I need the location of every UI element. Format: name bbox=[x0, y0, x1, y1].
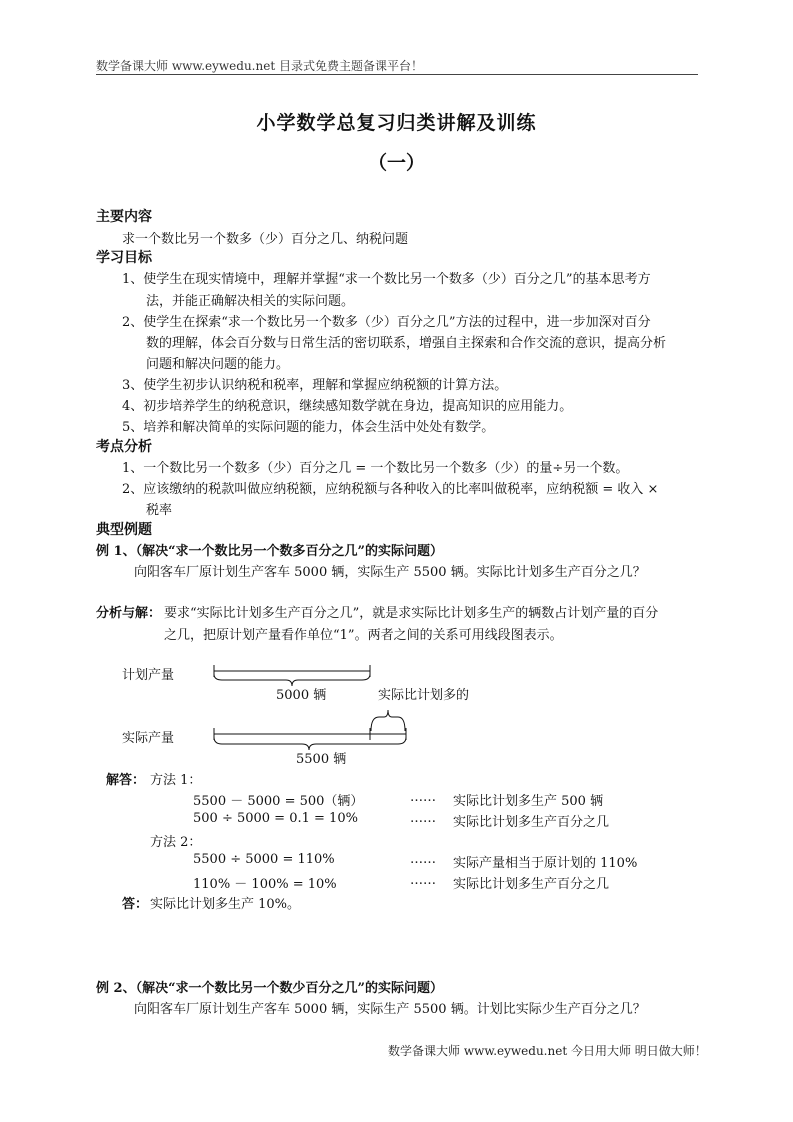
answer-label: 解答： bbox=[106, 773, 146, 788]
actual-label: 实际产量 bbox=[122, 731, 175, 746]
analysis-item-1: 1、一个数比另一个数多（少）百分之几 = 一个数比另一个数多（少）的量÷另一个数。 bbox=[122, 461, 629, 476]
final-answer-text: 实际比计划多生产 10%。 bbox=[150, 897, 301, 912]
analysis-line-1: 要求“实际比计划多生产百分之几”，就是求实际比计划多生产的辆数占计划产量的百分 bbox=[164, 606, 659, 621]
example-1-label: 例 1、（解决“求一个数比另一个数多百分之几”的实际问题） bbox=[96, 544, 444, 559]
analysis-line-2: 之几，把原计划产量看作单位“1”。两者之间的关系可用线段图表示。 bbox=[164, 628, 563, 643]
analysis-item-2-cont: 税率 bbox=[146, 503, 173, 518]
page-title: 小学数学总复习归类讲解及训练 bbox=[256, 112, 537, 134]
goal-item-5: 5、培养和解决简单的实际问题的能力，体会生活中处处有数学。 bbox=[122, 420, 495, 435]
extra-brace bbox=[371, 710, 405, 731]
method-1-step-1-expr: 5500 － 5000 = 500（辆） bbox=[193, 794, 364, 809]
goal-item-2: 2、使学生在探索“求一个数比另一个数多（少）百分之几”方法的过程中，进一步加深对百分 bbox=[122, 315, 651, 330]
method-2-label: 方法 2： bbox=[150, 835, 202, 850]
page-header: 数学备课大师 www.eywedu.net 目录式免费主题备课平台！ bbox=[96, 59, 423, 73]
final-answer-label: 答： bbox=[122, 897, 149, 912]
section-heading-examples: 典型例题 bbox=[96, 522, 152, 538]
goal-item-4: 4、初步培养学生的纳税意识，继续感知数学就在身边，提高知识的应用能力。 bbox=[122, 399, 573, 414]
page-subtitle: （一） bbox=[367, 152, 425, 174]
actual-value: 5500 辆 bbox=[296, 752, 347, 767]
example-2-label: 例 2、（解决“求一个数比另一个数少百分之几”的实际问题） bbox=[96, 981, 444, 996]
method-1-step-1-note: 实际比计划多生产 500 辆 bbox=[453, 794, 604, 809]
analysis-item-2: 2、应该缴纳的税款叫做应纳税额，应纳税额与各种收入的比率叫做税率，应纳税额 = 收入 × bbox=[122, 482, 659, 497]
goal-item-2-cont: 数的理解，体会百分数与日常生活的密切联系，增强自主探索和合作交流的意识，提高分析 bbox=[146, 336, 667, 351]
method-2-step-2-note: 实际比计划多生产百分之几 bbox=[453, 877, 610, 892]
extra-label: 实际比计划多的 bbox=[378, 688, 470, 703]
page-footer: 数学备课大师 www.eywedu.net 今日用大师 明日做大师！ bbox=[388, 1044, 707, 1058]
method-2-step-2-expr: 110% － 100% = 10% bbox=[193, 877, 337, 892]
example-1-problem: 向阳客车厂原计划生产客车 5000 辆，实际生产 5500 辆。实际比计划多生产百分之几？ bbox=[134, 565, 646, 580]
plan-label: 计划产量 bbox=[122, 668, 175, 683]
goal-item-1-cont: 法，并能正确解决相关的实际问题。 bbox=[146, 294, 355, 309]
method-1-label: 方法 1： bbox=[150, 773, 202, 788]
example-2-problem: 向阳客车厂原计划生产客车 5000 辆，实际生产 5500 辆。计划比实际少生产百分之几？ bbox=[134, 1002, 646, 1017]
goal-item-3: 3、使学生初步认识纳税和税率，理解和掌握应纳税额的计算方法。 bbox=[122, 378, 508, 393]
method-2-step-1-expr: 5500 ÷ 5000 = 110% bbox=[193, 852, 335, 867]
section-heading-main-content: 主要内容 bbox=[96, 209, 152, 225]
method-1-step-2-expr: 500 ÷ 5000 = 0.1 = 10% bbox=[193, 811, 358, 826]
plan-value: 5000 辆 bbox=[276, 688, 327, 703]
method-1-step-2-dots: …… bbox=[410, 811, 436, 826]
analysis-label: 分析与解： bbox=[96, 606, 162, 621]
section-heading-analysis: 考点分析 bbox=[96, 439, 152, 455]
section-heading-goals: 学习目标 bbox=[96, 250, 152, 266]
goal-item-1: 1、使学生在现实情境中，理解并掌握“求一个数比另一个数多（少）百分之几”的基本思考方 bbox=[122, 272, 651, 287]
method-2-step-2-dots: …… bbox=[410, 873, 436, 888]
method-2-step-1-note: 实际产量相当于原计划的 110% bbox=[453, 856, 638, 871]
main-content-text: 求一个数比另一个数多（少）百分之几、纳税问题 bbox=[122, 232, 409, 247]
method-2-step-1-dots: …… bbox=[410, 852, 436, 867]
goal-item-2-cont2: 问题和解决问题的能力。 bbox=[146, 357, 290, 372]
method-1-step-1-dots: …… bbox=[410, 790, 436, 805]
method-1-step-2-note: 实际比计划多生产百分之几 bbox=[453, 815, 610, 830]
